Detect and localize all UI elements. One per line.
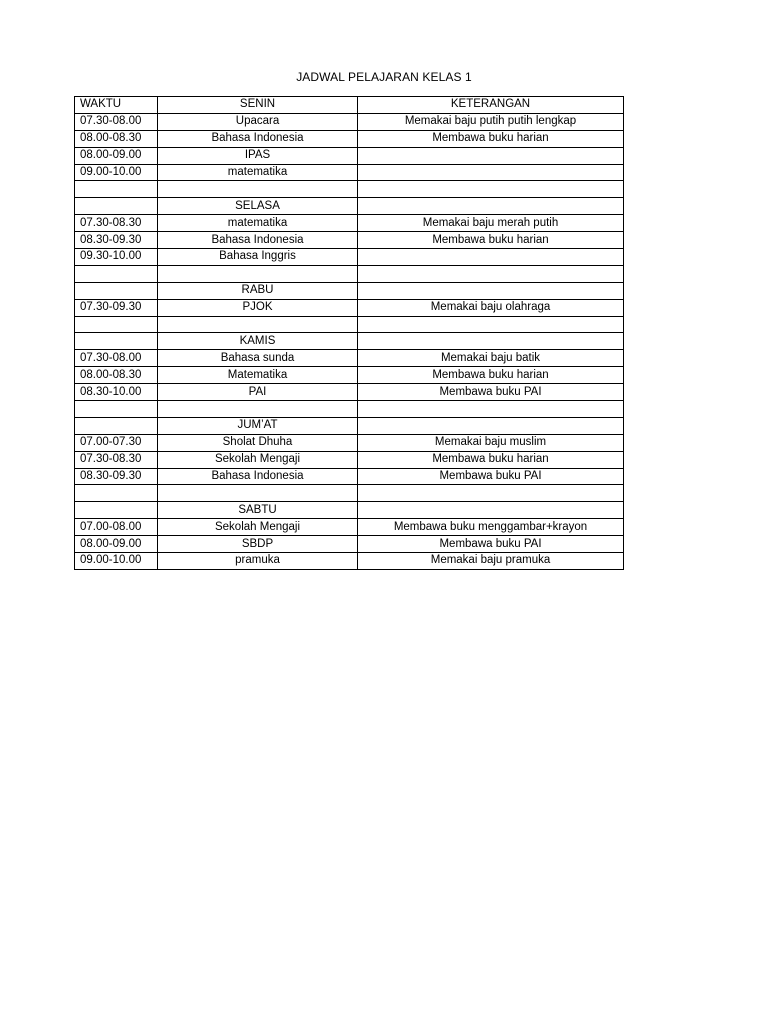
cell-keterangan: Memakai baju olahraga xyxy=(358,299,624,316)
table-row xyxy=(75,468,624,485)
cell-mapel: Bahasa sunda xyxy=(158,350,358,367)
cell-mapel: IPAS xyxy=(158,147,358,164)
cell-mapel: Matematika xyxy=(158,367,358,384)
cell-waktu: 08.00-08.30 xyxy=(75,130,158,147)
table-row xyxy=(75,434,624,451)
table-row xyxy=(75,282,624,299)
cell-waktu: 07.00-07.30 xyxy=(75,434,158,451)
cell-keterangan: Membawa buku PAI xyxy=(358,384,624,401)
cell-waktu: 08.00-08.30 xyxy=(75,367,158,384)
cell-waktu: 07.30-08.30 xyxy=(75,215,158,232)
cell-waktu xyxy=(75,282,158,299)
table-row xyxy=(75,265,624,282)
table-row xyxy=(75,316,624,333)
table-row xyxy=(75,249,624,266)
table-row xyxy=(75,502,624,519)
header-keterangan: KETERANGAN xyxy=(358,97,624,114)
schedule-header xyxy=(75,97,624,114)
cell-waktu: 07.00-08.00 xyxy=(75,519,158,536)
cell-keterangan xyxy=(358,502,624,519)
header-senin: SENIN xyxy=(158,97,358,114)
table-row xyxy=(75,367,624,384)
cell-mapel: matematika xyxy=(158,215,358,232)
cell-waktu xyxy=(75,485,158,502)
cell-waktu: 08.30-10.00 xyxy=(75,384,158,401)
cell-keterangan xyxy=(358,401,624,418)
table-row xyxy=(75,333,624,350)
cell-mapel xyxy=(158,316,358,333)
cell-keterangan: Membawa buku harian xyxy=(358,232,624,249)
cell-keterangan: Memakai baju merah putih xyxy=(358,215,624,232)
cell-waktu: 07.30-08.00 xyxy=(75,350,158,367)
table-row xyxy=(75,401,624,418)
table-row xyxy=(75,536,624,553)
schedule-body xyxy=(75,113,624,569)
cell-waktu: 08.00-09.00 xyxy=(75,536,158,553)
cell-mapel xyxy=(158,401,358,418)
cell-mapel: Sholat Dhuha xyxy=(158,434,358,451)
cell-keterangan xyxy=(358,181,624,198)
cell-mapel: PJOK xyxy=(158,299,358,316)
document-title: JADWAL PELAJARAN KELAS 1 xyxy=(296,70,472,84)
cell-keterangan xyxy=(358,333,624,350)
header-row xyxy=(75,97,624,114)
cell-keterangan: Memakai baju pramuka xyxy=(358,553,624,570)
table-row xyxy=(75,417,624,434)
table-row xyxy=(75,384,624,401)
cell-waktu xyxy=(75,401,158,418)
cell-mapel: PAI xyxy=(158,384,358,401)
table-row xyxy=(75,215,624,232)
table-row xyxy=(75,147,624,164)
cell-waktu xyxy=(75,181,158,198)
cell-keterangan xyxy=(358,147,624,164)
cell-mapel: Upacara xyxy=(158,113,358,130)
table-row xyxy=(75,350,624,367)
cell-keterangan: Membawa buku harian xyxy=(358,130,624,147)
table-row xyxy=(75,113,624,130)
cell-mapel: SELASA xyxy=(158,198,358,215)
cell-mapel: Bahasa Inggris xyxy=(158,249,358,266)
cell-keterangan: Membawa buku PAI xyxy=(358,536,624,553)
table-row xyxy=(75,485,624,502)
cell-keterangan: Membawa buku PAI xyxy=(358,468,624,485)
cell-keterangan xyxy=(358,316,624,333)
cell-mapel: SABTU xyxy=(158,502,358,519)
cell-mapel: Sekolah Mengaji xyxy=(158,451,358,468)
cell-mapel xyxy=(158,181,358,198)
cell-keterangan: Membawa buku harian xyxy=(358,367,624,384)
cell-waktu xyxy=(75,333,158,350)
cell-waktu xyxy=(75,417,158,434)
cell-keterangan xyxy=(358,198,624,215)
cell-mapel: RABU xyxy=(158,282,358,299)
cell-waktu: 09.30-10.00 xyxy=(75,249,158,266)
cell-waktu: 07.30-08.30 xyxy=(75,451,158,468)
cell-keterangan: Membawa buku menggambar+krayon xyxy=(358,519,624,536)
cell-waktu xyxy=(75,502,158,519)
cell-keterangan: Memakai baju muslim xyxy=(358,434,624,451)
cell-mapel: Bahasa Indonesia xyxy=(158,468,358,485)
cell-keterangan: Memakai baju putih putih lengkap xyxy=(358,113,624,130)
cell-mapel: Bahasa Indonesia xyxy=(158,130,358,147)
cell-waktu: 07.30-09.30 xyxy=(75,299,158,316)
cell-waktu: 08.30-09.30 xyxy=(75,232,158,249)
cell-keterangan xyxy=(358,249,624,266)
cell-mapel: SBDP xyxy=(158,536,358,553)
cell-waktu xyxy=(75,316,158,333)
cell-mapel: pramuka xyxy=(158,553,358,570)
cell-keterangan xyxy=(358,417,624,434)
table-row xyxy=(75,451,624,468)
cell-waktu: 07.30-08.00 xyxy=(75,113,158,130)
table-row xyxy=(75,232,624,249)
table-row xyxy=(75,553,624,570)
table-row xyxy=(75,299,624,316)
header-waktu: WAKTU xyxy=(75,97,158,114)
cell-keterangan xyxy=(358,485,624,502)
cell-mapel xyxy=(158,485,358,502)
table-row xyxy=(75,164,624,181)
schedule-table xyxy=(74,96,624,570)
cell-mapel: Bahasa Indonesia xyxy=(158,232,358,249)
cell-mapel: KAMIS xyxy=(158,333,358,350)
cell-waktu xyxy=(75,265,158,282)
table-row xyxy=(75,198,624,215)
table-row xyxy=(75,519,624,536)
cell-waktu: 08.00-09.00 xyxy=(75,147,158,164)
cell-waktu: 09.00-10.00 xyxy=(75,164,158,181)
cell-keterangan xyxy=(358,265,624,282)
cell-keterangan xyxy=(358,282,624,299)
cell-waktu xyxy=(75,198,158,215)
cell-waktu: 09.00-10.00 xyxy=(75,553,158,570)
cell-keterangan: Memakai baju batik xyxy=(358,350,624,367)
cell-mapel xyxy=(158,265,358,282)
cell-mapel: matematika xyxy=(158,164,358,181)
table-row xyxy=(75,181,624,198)
cell-keterangan xyxy=(358,164,624,181)
cell-keterangan: Membawa buku harian xyxy=(358,451,624,468)
cell-mapel: JUM’AT xyxy=(158,417,358,434)
cell-waktu: 08.30-09.30 xyxy=(75,468,158,485)
table-row xyxy=(75,130,624,147)
cell-mapel: Sekolah Mengaji xyxy=(158,519,358,536)
